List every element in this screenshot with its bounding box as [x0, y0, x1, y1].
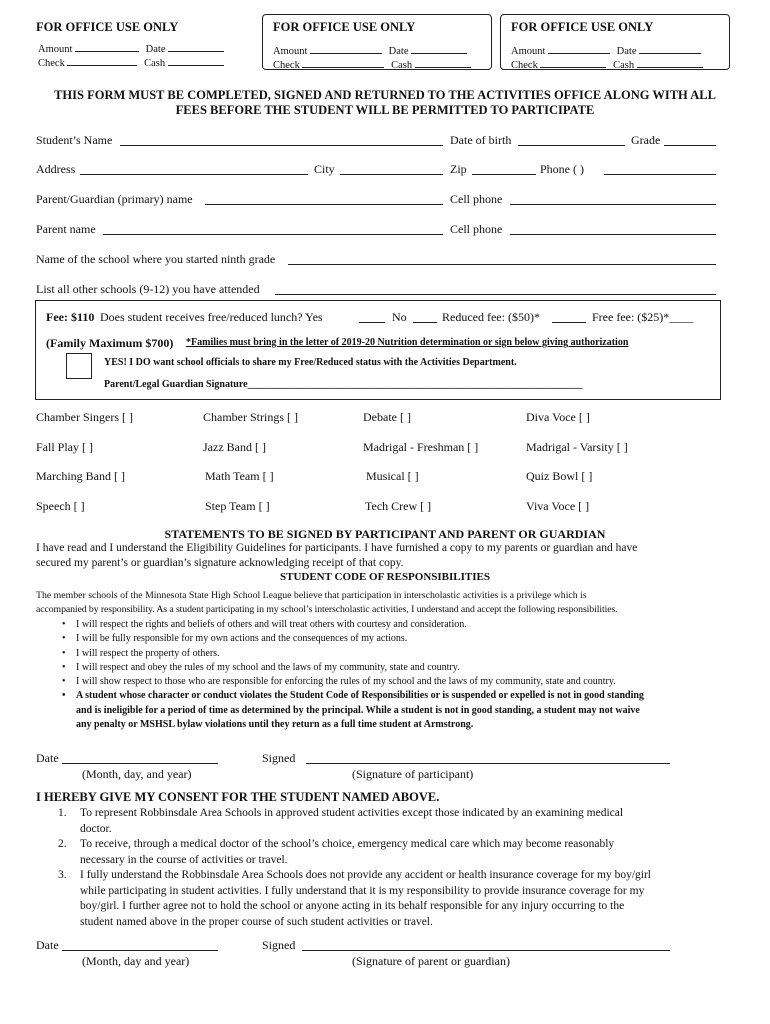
address-field[interactable]: [80, 162, 308, 175]
cash-label: Cash: [144, 58, 166, 69]
cell1-label: Cell phone: [450, 192, 503, 206]
activity-musical[interactable]: Musical [ ]: [366, 469, 419, 483]
guardian-signed-label: Signed: [262, 938, 296, 952]
consent-line: To receive, through a medical doctor of the school’s choice, emergency medical care which may become reasonably: [80, 838, 615, 850]
consent-num: 2.: [58, 838, 67, 850]
office-row-check: [273, 57, 471, 71]
consent-line: To represent Robbinsdale Area Schools in approved student activities except those indicated by an examining medical: [80, 807, 624, 819]
date-label: Date: [616, 46, 637, 57]
code-bold-line: • A student whose character or conduct violates the Student Code of Responsibilities or is suspended or expelled is not in good standing: [76, 690, 644, 702]
office-row-amount: [511, 43, 701, 57]
activity-speech[interactable]: Speech [ ]: [36, 499, 85, 513]
phone-label: Phone ( ): [540, 162, 584, 176]
activity-madrigal-varsity[interactable]: Madrigal - Varsity [ ]: [526, 440, 628, 454]
address-label: Address: [36, 162, 76, 176]
activity-tech-crew[interactable]: Tech Crew [ ]: [365, 499, 432, 513]
code-item: • I will respect the property of others.: [56, 647, 746, 661]
activity-step-team[interactable]: Step Team [ ]: [205, 499, 270, 513]
family-max: (Family Maximum $700): [46, 336, 174, 350]
parent-name-field[interactable]: [103, 222, 443, 235]
amount-field[interactable]: [75, 41, 139, 52]
participant-date-caption: (Month, day, and year): [82, 767, 192, 781]
participant-signature-field[interactable]: [306, 751, 670, 764]
office-row-check: [38, 55, 224, 69]
activity-math-team[interactable]: Math Team [ ]: [205, 469, 274, 483]
activity-diva-voce[interactable]: Diva Voce [ ]: [526, 410, 590, 424]
dob-label: Date of birth: [450, 133, 512, 147]
nutrition-note: *Families must bring in the letter of 2019-20 Nutrition determination or sign below giving authorization: [186, 337, 629, 348]
consent-title: I HEREBY GIVE MY CONSENT FOR THE STUDENT NAMED ABOVE.: [36, 790, 440, 804]
amount-label: Amount: [511, 46, 546, 57]
code-intro-2: accompanied by responsibility. As a student participating in my school’s interscholastic activities, I understand and accept the following responsibilities.: [36, 604, 618, 615]
zip-field[interactable]: [472, 162, 536, 175]
consent-line: student named above in the proper course of such student activities or travel.: [80, 915, 433, 928]
activity-fall-play[interactable]: Fall Play [ ]: [36, 440, 93, 454]
activity-debate[interactable]: Debate [ ]: [363, 410, 411, 424]
date-field[interactable]: [168, 41, 224, 52]
code-bold-line: and is ineligible for a period of time as determined by the principal. While a student is not in good standing, a student may not waive: [76, 704, 640, 716]
school-ninth-label: Name of the school where you started ninth grade: [36, 252, 276, 266]
consent-list: [36, 806, 746, 930]
activity-quiz-bowl[interactable]: Quiz Bowl [ ]: [526, 469, 593, 483]
consent-item: [36, 868, 746, 930]
activity-viva-voce[interactable]: Viva Voce [ ]: [526, 499, 590, 513]
date-label: Date: [145, 44, 166, 55]
code-title: STUDENT CODE OF RESPONSIBILITIES: [280, 571, 490, 583]
guardian-date-label: Date: [36, 938, 59, 952]
code-item-bold: [56, 689, 746, 732]
guardian-date-field[interactable]: [62, 938, 218, 951]
check-field[interactable]: [302, 57, 384, 68]
cell1-field[interactable]: [510, 192, 716, 205]
amount-field[interactable]: [548, 43, 610, 54]
consent-line: while participating in student activities. I fully understand that it is my responsibility to provide insurance coverage for my: [80, 884, 645, 897]
city-field[interactable]: [340, 162, 443, 175]
code-item: • I will respect the rights and beliefs of others and will treat others with courtesy and consideration.: [56, 618, 746, 632]
activity-chamber-strings[interactable]: Chamber Strings [ ]: [203, 410, 298, 424]
check-field[interactable]: [67, 55, 137, 66]
code-item: • I will be fully responsible for my own actions and the consequences of my actions.: [56, 632, 746, 646]
amount-label: Amount: [273, 46, 308, 57]
guardian-sig-caption: (Signature of parent or guardian): [352, 954, 510, 968]
cell2-field[interactable]: [510, 222, 716, 235]
city-label: City: [314, 162, 335, 176]
statements-text-1: I have read and I understand the Eligibility Guidelines for participants. I have furnished a copy to my parents or guardian and have: [36, 542, 638, 554]
no-label: No: [392, 310, 407, 324]
office-row-amount: [38, 41, 224, 55]
statements-title: STATEMENTS TO BE SIGNED BY PARTICIPANT AND PARENT OR GUARDIAN: [164, 527, 606, 541]
parent-name-label: Parent name: [36, 222, 96, 236]
date-label: Date: [388, 46, 409, 57]
check-label: Check: [273, 60, 300, 71]
check-label: Check: [38, 58, 65, 69]
grade-field[interactable]: [664, 133, 716, 146]
check-label: Check: [511, 60, 538, 71]
cash-field[interactable]: [637, 57, 703, 68]
consent-line: boy/girl. I further agree not to hold the school or anyone acting in its behalf responsible for any injury occurring to the: [80, 900, 625, 912]
reduced-fee-field[interactable]: [552, 310, 586, 323]
amount-label: Amount: [38, 44, 73, 55]
office-row-amount: [273, 43, 467, 57]
phone-field[interactable]: [604, 162, 716, 175]
consent-num: 1.: [58, 807, 67, 819]
grade-label: Grade: [631, 133, 661, 147]
free-fee-label: Free fee: ($25)*____: [592, 310, 694, 324]
code-item: • I will respect and obey the rules of my school and the laws of my community, state and country.: [56, 661, 746, 675]
code-bold-line: any penalty or MSHSL bylaw violations until they return as a full time student at Armstrong.: [76, 719, 474, 731]
participant-date-label: Date: [36, 751, 59, 765]
code-list: [56, 618, 746, 732]
activity-chamber-singers[interactable]: Chamber Singers [ ]: [36, 410, 133, 424]
consent-num: 3.: [58, 869, 67, 881]
date-field[interactable]: [411, 43, 467, 54]
activity-madrigal-freshman[interactable]: Madrigal - Freshman [ ]: [363, 440, 479, 454]
reduced-fee-label: Reduced fee: ($50)*: [442, 310, 540, 324]
cash-field[interactable]: [415, 57, 471, 68]
amount-field[interactable]: [310, 43, 382, 54]
code-item: • I will show respect to those who are responsible for enforcing the rules of my school and the laws of my community, state and country.: [56, 675, 746, 689]
student-name-label: Student’s Name: [36, 133, 113, 147]
no-field[interactable]: [413, 310, 437, 323]
office-row-check: [511, 57, 703, 71]
other-schools-field[interactable]: [275, 282, 716, 295]
date-field[interactable]: [639, 43, 701, 54]
lunch-question: Does student receives free/reduced lunch? Yes: [100, 310, 323, 324]
consent-item: [36, 806, 746, 837]
yes-field[interactable]: [359, 310, 385, 323]
office-title: FOR OFFICE USE ONLY: [511, 20, 654, 34]
dob-field[interactable]: [518, 133, 625, 146]
student-name-field[interactable]: [120, 133, 443, 146]
check-field[interactable]: [540, 57, 606, 68]
office-box-3: [500, 14, 730, 70]
consent-line: doctor.: [80, 822, 112, 835]
guardian-signature-line[interactable]: Parent/Legal Guardian Signature___________________________________________________________________: [104, 379, 583, 390]
consent-item: [36, 837, 746, 868]
office-title: FOR OFFICE USE ONLY: [36, 20, 179, 34]
activity-jazz-band[interactable]: Jazz Band [ ]: [203, 440, 266, 454]
zip-label: Zip: [450, 162, 467, 176]
activity-marching-band[interactable]: Marching Band [ ]: [36, 469, 125, 483]
office-box-2: [262, 14, 492, 70]
code-intro-1: The member schools of the Minnesota State High School League believe that participation in interscholastic activities is a privilege which is: [36, 590, 587, 601]
school-ninth-field[interactable]: [288, 252, 716, 265]
fee-label: Fee: $110: [46, 310, 95, 324]
share-status-checkbox[interactable]: [66, 353, 92, 379]
participant-signed-label: Signed: [262, 751, 296, 765]
participant-sig-caption: (Signature of participant): [352, 767, 474, 781]
notice-line-1: THIS FORM MUST BE COMPLETED, SIGNED AND RETURNED TO THE ACTIVITIES OFFICE ALONG WITH ALL: [54, 88, 716, 102]
cell2-label: Cell phone: [450, 222, 503, 236]
fee-box: [35, 300, 721, 400]
share-status-label: YES! I DO want school officials to share my Free/Reduced status with the Activities Department.: [104, 357, 517, 368]
participant-date-field[interactable]: [62, 751, 218, 764]
guardian-date-caption: (Month, day and year): [82, 954, 190, 968]
consent-line: I fully understand the Robbinsdale Area Schools does not provide any accident or health insurance coverage for my boy/girl: [80, 869, 652, 881]
parent-primary-label: Parent/Guardian (primary) name: [36, 192, 193, 206]
cash-field[interactable]: [168, 55, 224, 66]
parent-primary-field[interactable]: [205, 192, 443, 205]
consent-line: necessary in the course of activities or travel.: [80, 853, 288, 866]
cash-label: Cash: [613, 60, 635, 71]
notice-line-2: FEES BEFORE THE STUDENT WILL BE PERMITTED TO PARTICIPATE: [175, 103, 595, 117]
office-box-1: [28, 14, 241, 68]
guardian-signature-field[interactable]: [302, 938, 670, 951]
cash-label: Cash: [391, 60, 413, 71]
other-schools-label: List all other schools (9-12) you have attended: [36, 282, 260, 296]
office-title: FOR OFFICE USE ONLY: [273, 20, 416, 34]
statements-text-2: secured my parent’s or guardian’s signature acknowledging receipt of that copy.: [36, 557, 404, 569]
